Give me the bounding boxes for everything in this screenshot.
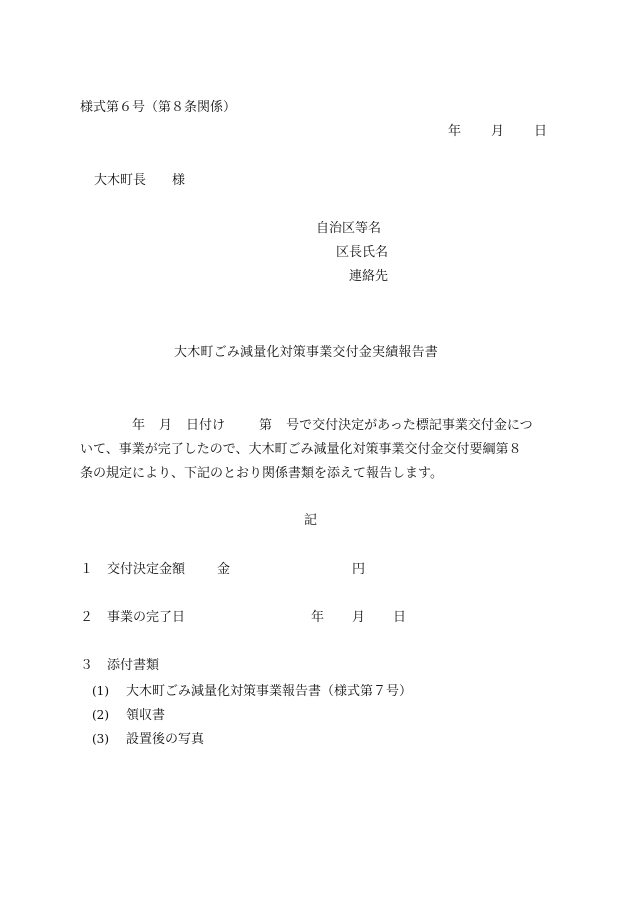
item-grant-amount	[80, 561, 365, 579]
attachment-number: (2)	[92, 708, 109, 722]
ki-heading: 記	[304, 513, 318, 528]
attachment-label: 領収書	[126, 708, 166, 723]
item-completion-date	[80, 609, 406, 627]
item-number: ３	[80, 658, 94, 673]
item-day: 日	[393, 610, 407, 625]
addressee-name: 大木町長	[94, 173, 147, 188]
item-number: １	[80, 562, 94, 577]
applicant-head-name: 区長氏名	[336, 245, 389, 260]
addressee	[94, 172, 185, 190]
item-number: ２	[80, 610, 94, 625]
applicant-contact: 連絡先	[349, 269, 389, 284]
body-month: 月	[159, 418, 173, 433]
attachment-number: (3)	[92, 732, 109, 746]
list-item	[92, 706, 412, 730]
body-text	[80, 414, 550, 486]
body-year: 年	[132, 418, 146, 433]
attachment-label: 大木町ごみ減量化対策事業報告書（様式第７号）	[126, 684, 413, 699]
body-line-3: 条の規定により、下記のとおり関係書類を添えて報告します。	[80, 466, 443, 481]
form-number: 様式第６号（第８条関係）	[80, 100, 237, 115]
item-kin: 金	[217, 562, 231, 577]
body-number-prefix: 第	[259, 418, 273, 433]
item-label: 交付決定金額	[107, 562, 186, 577]
body-day-dated: 日付け	[186, 418, 226, 433]
attachment-number: (1)	[92, 684, 109, 698]
list-item	[92, 682, 412, 706]
body-line-1-rest: 号で交付決定があった標記事業交付金につ	[286, 418, 533, 433]
date-line	[448, 123, 547, 141]
report-title: 大木町ごみ減量化対策事業交付金実績報告書	[174, 345, 439, 360]
item-year: 年	[311, 610, 325, 625]
date-day: 日	[534, 124, 548, 139]
list-item	[92, 730, 412, 754]
item-month: 月	[352, 610, 366, 625]
body-line-2: いて、事業が完了したので、大木町ごみ減量化対策事業交付金交付要綱第８	[80, 442, 522, 457]
item-label: 事業の完了日	[107, 610, 186, 625]
item-yen: 円	[352, 562, 366, 577]
date-year: 年	[448, 124, 462, 139]
item-attachments	[80, 657, 159, 675]
applicant-district: 自治区等名	[316, 221, 382, 236]
body-line-1	[80, 414, 550, 438]
date-month: 月	[491, 124, 505, 139]
attachment-list	[92, 682, 412, 754]
item-label: 添付書類	[107, 658, 160, 673]
attachment-label: 設置後の写真	[126, 732, 205, 747]
addressee-honorific: 様	[172, 173, 186, 188]
applicant-block	[316, 220, 388, 292]
